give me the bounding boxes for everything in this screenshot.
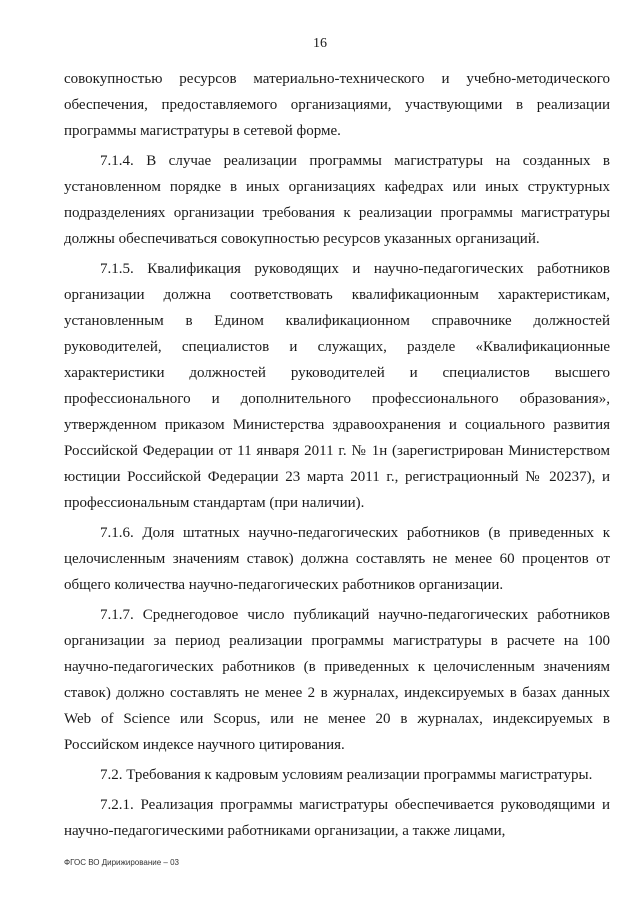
paragraph-7-1-7: 7.1.7. Среднегодовое число публикаций научно-педагогических работников организации за период реализации программы магистратуры в расчете на 100 научно-педагогических работников (в приведенных к целочисленным значениям ставок) должно составлять не менее 2 в журналах, индексируемых в базах данных Web of Science или Scopus, или не менее 20 в журналах, индексируемых в Российском индексе научного цитирования. [64,607,610,753]
paragraph-7-1-5: 7.1.5. Квалификация руководящих и научно-педагогических работников организации должна соответствовать квалификационным характеристикам, установленным в Едином квалификационном справочнике должностей руководителей, специалистов и служащих, разделе «Квалификационные характеристики должностей руководителей и специалистов высшего профессионального и дополнительного профессионального образования», утвержденном приказом Министерства здравоохранения и социального развития Российской Федерации от 11 января 2011 г. № 1н (зарегистрирован Министерством юстиции Российской Федерации 23 марта 2011 г., регистрационный № 20237), и профессиональным стандартам (при наличии). [64,261,610,511]
body-text [64,66,610,848]
document-footer: ФГОС ВО Дирижирование – 03 [64,858,179,867]
page-number: 16 [313,36,327,51]
paragraph-continuation: совокупностью ресурсов материально-технического и учебно-методического обеспечения, предоставляемого организациями, участвующими в реализации программы магистратуры в сетевой форме. [64,71,610,139]
paragraph-7-2-1: 7.2.1. Реализация программы магистратуры обеспечивается руководящими и научно-педагогическими работниками организации, а также лицами, [64,797,610,839]
paragraph-7-1-6: 7.1.6. Доля штатных научно-педагогических работников (в приведенных к целочисленным значениям ставок) должна составлять не менее 60 процентов от общего количества научно-педагогических работников организации. [64,525,610,593]
paragraph-7-1-4: 7.1.4. В случае реализации программы магистратуры на созданных в установленном порядке в иных организациях кафедрах или иных структурных подразделениях организации требования к реализации программы магистратуры должны обеспечиваться совокупностью ресурсов указанных организаций. [64,153,610,247]
paragraph-7-2: 7.2. Требования к кадровым условиям реализации программы магистратуры. [100,767,593,783]
